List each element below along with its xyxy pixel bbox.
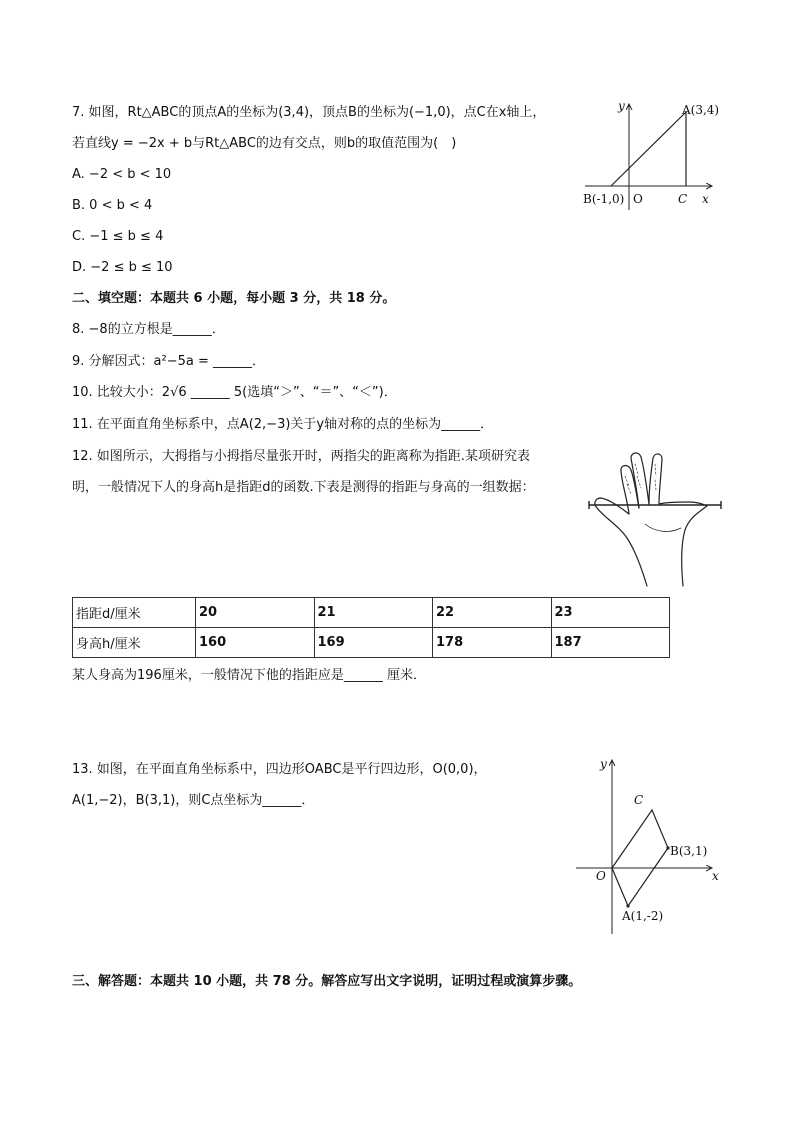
table-row-header: 身高h/厘米 <box>73 628 196 658</box>
q13-label-o: O <box>596 869 606 883</box>
q7-option-c: C. −1 ≤ b ≤ 4 <box>72 229 164 244</box>
q13-label-c: C <box>634 793 644 807</box>
q7-label-y: y <box>618 99 625 113</box>
q13-label-a: A(1,-2) <box>622 909 664 923</box>
span-height-table <box>72 597 670 658</box>
hand-ring-finger <box>649 454 662 504</box>
q7-label-b: B(-1,0) <box>583 192 625 206</box>
q12-stem-line1: 12. 如图所示，大拇指与小拇指尽量张开时，两指尖的距离称为指距.某项研究表 <box>72 449 530 464</box>
q11-text: 11. 在平面直角坐标系中，点A(2,−3)关于y轴对称的点的坐标为______． <box>72 417 494 432</box>
q13-figure <box>572 756 732 938</box>
q7-label-a: A(3,4) <box>682 103 720 117</box>
q13-label-y: y <box>600 757 607 771</box>
section-2-heading: 二、填空题：本题共 6 小题，每小题 3 分，共 18 分。 <box>72 291 396 306</box>
table-cell: 20 <box>196 598 315 628</box>
q13-label-b: B(3,1) <box>670 844 708 858</box>
parallelogram-oabc <box>612 810 668 906</box>
hand-palm-right <box>682 506 707 586</box>
hand-span-figure <box>585 446 725 596</box>
hand-crease <box>645 524 681 531</box>
q9-text: 9. 分解因式：a²−5a = ______． <box>72 354 266 369</box>
q12-stem-line2: 明，一般情况下人的身高h是指距d的函数.下表是测得的指距与身高的一组数据： <box>72 480 535 495</box>
q13-stem-line1: 13. 如图，在平面直角坐标系中，四边形OABC是平行四边形，O(0,0)， <box>72 762 487 777</box>
section-3-heading: 三、解答题：本题共 10 小题，共 78 分。解答应写出文字说明，证明过程或演算步骤。 <box>72 974 582 989</box>
hand-palm <box>597 508 647 586</box>
q7-option-d: D. −2 ≤ b ≤ 10 <box>72 260 173 275</box>
q7-side-ba <box>611 112 686 186</box>
table-cell: 187 <box>551 628 670 658</box>
q12-question: 某人身高为196厘米，一般情况下他的指距应是______ 厘米． <box>72 668 426 683</box>
q7-stem-line2: 若直线y = −2x + b与Rt△ABC的边有交点，则b的取值范围为( ) <box>72 136 457 151</box>
table-cell: 23 <box>551 598 670 628</box>
q7-option-b: B. 0 < b < 4 <box>72 198 153 213</box>
q7-label-c: C <box>678 192 688 206</box>
table-cell: 169 <box>314 628 433 658</box>
q13-stem-line2: A(1,−2)，B(3,1)，则C点坐标为______． <box>72 793 315 808</box>
q7-stem-line1: 7. 如图，Rt△ABC的顶点A的坐标为(3,4)，顶点B的坐标为(−1,0)，点C在x轴上， <box>72 105 546 120</box>
q7-label-o: O <box>633 192 643 206</box>
q8-text: 8. −8的立方根是______． <box>72 322 225 337</box>
table-row-header: 指距d/厘米 <box>73 598 196 628</box>
table-cell: 178 <box>433 628 552 658</box>
q10-text: 10. 比较大小：2√6 ______ 5(选填“＞”、“＝”、“＜”)． <box>72 385 397 400</box>
table-row <box>73 628 670 658</box>
table-row <box>73 598 670 628</box>
q7-figure <box>580 98 730 213</box>
table-cell: 160 <box>196 628 315 658</box>
q13-label-x: x <box>712 869 719 883</box>
q7-option-a: A. −2 < b < 10 <box>72 167 172 182</box>
q7-label-x: x <box>702 192 709 206</box>
table-cell: 21 <box>314 598 433 628</box>
table-cell: 22 <box>433 598 552 628</box>
